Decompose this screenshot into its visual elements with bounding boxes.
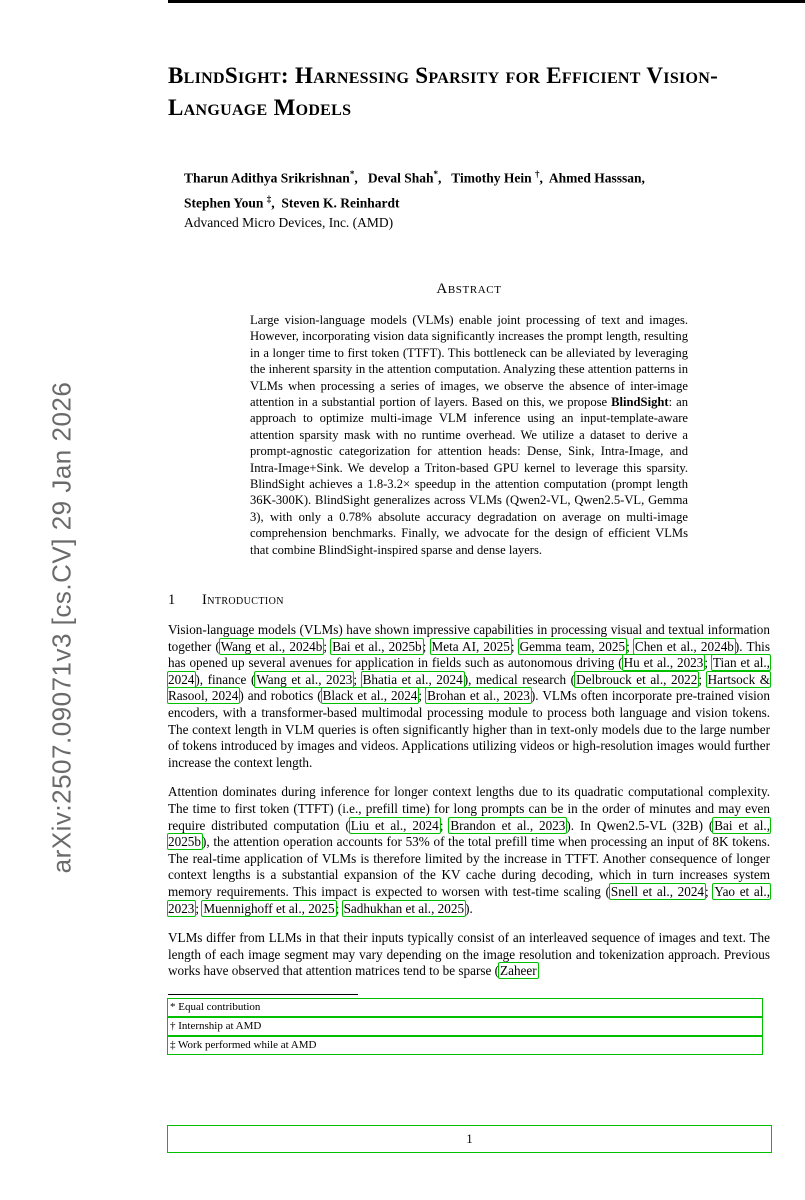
paragraph-2 — [168, 784, 770, 917]
author-5: Stephen Youn — [184, 195, 264, 210]
footnote-item: † Internship at AMD — [168, 1018, 762, 1035]
citation-link[interactable]: Wang et al., 2023 — [256, 671, 353, 687]
paper-content — [168, 40, 770, 1056]
p2-sep-1: ; — [439, 817, 450, 833]
section-title: Introduction — [202, 592, 284, 609]
p1-text-e: ), medical research ( — [463, 671, 576, 687]
p1-text-d: ), finance ( — [195, 671, 256, 687]
citation-link[interactable]: Gemma team, 2025 — [519, 638, 626, 654]
section-number: 1 — [168, 592, 176, 609]
p2-sep-5: ; — [195, 900, 203, 916]
author-3-footnote-marker: † — [535, 169, 540, 179]
citation-link[interactable]: Liu et al., 2024 — [350, 817, 439, 833]
citation-link[interactable]: Tian et al., 2024 — [168, 655, 770, 687]
citation-link[interactable]: Snell et al., 2024 — [610, 884, 705, 899]
p1-text-g: ). VLMs often incorporate pre-trained vision encoders, with a transformer-based multimodal processing module to process both language and vision tokens. The context length in VLM queries is often significantly higher than in text-only models due to the large number of tokens introduced by images and videos. Applications utilizing videos or high-resolution images would further increase the context length. — [168, 688, 770, 770]
author-4: Ahmed Hasssan, — [548, 170, 645, 186]
p1-sep-6: ; — [704, 655, 712, 671]
author-6: Steven K. Reinhardt — [281, 195, 400, 210]
author-list: Tharun Adithya Srikrishnan*, Deval Shah*, Timothy Hein †, Ahmed Hasssan, Stephen Youn ‡, Steven K. Reinhardt — [184, 169, 645, 210]
citation-link[interactable]: Yao et al., 2023 — [168, 884, 770, 916]
author-5-footnote-marker: ‡ — [266, 193, 272, 204]
author-1-footnote-marker: * — [349, 169, 355, 179]
citation-link[interactable]: Hu et al., 2023 — [623, 655, 704, 671]
section-heading-introduction — [168, 592, 770, 609]
citation-link[interactable]: Hartsock & Rasool, 2024 — [168, 671, 770, 704]
citation-link[interactable]: Zaheer — [500, 963, 537, 979]
citation-link[interactable]: Bai et al., 2025b — [168, 817, 770, 850]
p1-sep-12: ; — [418, 688, 427, 704]
p1-text-b: ). This has opened up several avenues for application in fields such as autonomous driving ( — [168, 638, 770, 671]
citation-link[interactable]: Black et al., 2024 — [322, 688, 418, 704]
p1-sep-2: ; — [422, 638, 431, 654]
affiliation: Advanced Micro Devices, Inc. (AMD) — [184, 215, 394, 230]
paragraph-3 — [168, 930, 770, 980]
citation-link[interactable]: Bai et al., 2025b — [332, 638, 422, 654]
p1-sep-4: ; — [626, 638, 634, 654]
citation-link[interactable]: Sadhukhan et al., 2025 — [343, 900, 465, 916]
author-2-footnote-marker: * — [433, 169, 438, 179]
p1-sep-10: ; — [698, 671, 707, 687]
abstract-bold-term: BlindSight — [611, 395, 669, 410]
p2-sep-4: ; — [705, 884, 714, 899]
page-number: 1 — [168, 1126, 771, 1152]
abstract-part-1: Large vision-language models (VLMs) enable joint processing of text and images. However, incorporating vision data significantly increases the prompt length, resulting in a longer time to first token (TTFT). This bottleneck can be alleviated by leveraging the inherent sparsity in the attention computation. Analyzing these attention patterns in VLMs when processing a series of images, we observe the absence of inter-image attention in a substantial portion of layers. Based on this, we propose — [250, 313, 688, 410]
p1-text-f: ) and robotics ( — [239, 688, 322, 704]
author-2: Deval Shah — [367, 170, 434, 186]
footnote-item: ‡ Work performed while at AMD — [168, 1037, 762, 1054]
abstract-text — [250, 312, 688, 558]
abstract-heading: Abstract — [436, 281, 502, 297]
p1-sep-3: ; — [510, 638, 519, 654]
citation-link[interactable]: Brandon et al., 2023 — [450, 817, 566, 833]
page-top-rule — [168, 0, 805, 3]
p1-text-a: Vision-language models (VLMs) have shown impressive capabilities in processing visual and textual information together ( — [168, 622, 770, 654]
author-3: Timothy Hein — [451, 170, 532, 186]
paragraph-1 — [168, 622, 770, 771]
citation-link[interactable]: Meta AI, 2025 — [431, 638, 510, 654]
arxiv-stamp: arXiv:2507.09071v3 [cs.CV] 29 Jan 2026 — [46, 381, 77, 874]
author-1: Tharun Adithya Srikrishnan — [184, 170, 350, 186]
citation-link[interactable]: Wang et al., 2024b — [220, 638, 323, 654]
citation-link[interactable]: Delbrouck et al., 2022 — [576, 671, 698, 687]
citation-link[interactable]: Brohan et al., 2023 — [427, 688, 530, 704]
p2-text-c: ), the attention operation accounts for 53% of the total prefill time when processing an input of 8K tokens. The real-time application of VLMs is therefore limited by the increase in TTFT. Another consequence of longer context lengths is a substantial expansion of the KV cache during decoding, which in turn increases system memory requirements. This impact is expected to worsen with test-time scaling ( — [168, 834, 770, 899]
p2-text-d: ). — [465, 900, 473, 916]
p2-text-a: Attention dominates during inference for longer context lengths due to its quadratic computational complexity. The time to first token (TTFT) (i.e., prefill time) for long prompts can be in the order of minutes and may even require distributed computation ( — [168, 784, 770, 833]
p3-text-a: VLMs differ from LLMs in that their inputs typically consist of an interleaved sequence of images and text. The length of each image segment may vary depending on the image resolution and tokenization approach. Previous works have observed that attention matrices tend to be sparse ( — [168, 930, 770, 979]
citation-link[interactable]: Muennighoff et al., 2025 — [203, 900, 335, 916]
p1-sep-1: ; — [323, 638, 332, 654]
page-title: BlindSight: Harnessing Sparsity for Efficient Vision-Language Models — [168, 63, 719, 120]
footnote-divider — [168, 994, 358, 995]
footnote-item: * Equal contribution — [168, 999, 762, 1016]
p1-sep-8: ; — [353, 671, 362, 687]
footnote-list — [168, 999, 770, 1054]
citation-link[interactable]: Chen et al., 2024b — [634, 638, 734, 654]
p2-sep-6: ; — [335, 900, 343, 916]
citation-link[interactable]: Bhatia et al., 2024 — [362, 671, 463, 687]
p2-text-b: ). In Qwen2.5-VL (32B) ( — [566, 817, 714, 833]
abstract-part-2: : an approach to optimize multi-image VLM inference using an input-template-aware attention sparsity mask with no runtime overhead. We utilize a dataset to derive a prompt-agnostic categorization for attention heads: Dense, Sink, Intra-Image, and Intra-Image+Sink. We develop a Triton-based GPU kernel to leverage this sparsity. BlindSight achieves a 1.8-3.2× speedup in the attention computation (prompt length 36K-300K). BlindSight generalizes across VLMs (Qwen2-VL, Qwen2.5-VL, Gemma 3), with only a 0.78% absolute accuracy degradation on average on multi-image comprehension benchmarks. Finally, we advocate for the design of efficient VLMs that combine BlindSight-inspired sparse and dense layers. — [250, 395, 688, 557]
